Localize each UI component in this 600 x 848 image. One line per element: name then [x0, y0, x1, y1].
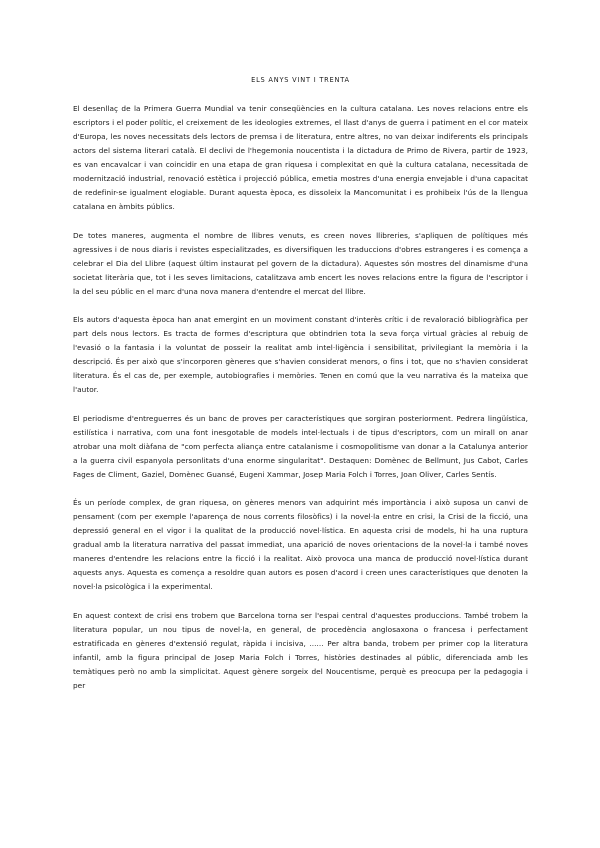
document-page: [73, 76, 528, 707]
paragraph: El desenllaç de la Primera Guerra Mundial va tenir conseqüències en la cultura catalana. Les noves relacions entre els escriptors i el poder polític, el creixement de les ideologies extremes, el llast d'anys de guerra i patiment en el cor mateix d'Europa, les noves necessitats dels lectors de premsa i de literatura, entre altres, no van deixar indiferents els principals actors del sistema literari català. El declivi de l'hegemonia noucentista i la dictadura de Primo de Rivera, partir de 1923, es van encavalcar i van coincidir en una etapa de gran riquesa i complexitat en què la cultura catalana, necessitada de modernització industrial, renovació estètica i projecció pública, emetia mostres d'una energia envejable i d'una capacitat de redefinir-se igualment elogiable. Durant aquesta època, es dissoleix la Mancomunitat i es prohibeix l'ús de la llengua catalana en àmbits públics.: [73, 104, 528, 211]
paragraph: És un període complex, de gran riquesa, on gèneres menors van adquirint més importància i això suposa un canvi de pensament (com per exemple l'aparença de nous corrents filosòfics) i la novel·la entre en crisi, la Crisi de la ficció, una depressió general en el vigor i la qualitat de la producció novel·lística. En aquesta crisi de models, hi ha una ruptura gradual amb la literatura narrativa del passat immediat, una aparició de noves orientacions de la novel·la i també noves maneres d'entendre les relacions entre la ficció i la realitat. Això provoca una manca de producció novel·lística durant aquests anys. Aquesta es comença a resoldre quan autors es posen d'acord i creen unes característiques que denoten la novel·la psicològica i la experimental.: [73, 498, 528, 591]
paragraph: Els autors d'aquesta època han anat emergint en un moviment constant d'interès crític i de revaloració bibliogràfica per part dels nous lectors. Es tracta de formes d'escriptura que obtindrien tota la seva força virtual gràcies al rebuig de l'evasió o la fantasia i la voluntat de posseir la realitat amb intel·ligència i sensibilitat, privilegiant la memòria i la descripció. És per això que s'incorporen gèneres que s'havien considerat menors, o fins i tot, que no s'havien considerat literatura. És el cas de, per exemple, autobiografies i memòries. Tenen en comú que la veu narrativa és la mateixa que l'autor.: [73, 315, 528, 394]
paragraph: En aquest context de crisi ens trobem que Barcelona torna ser l'espai central d'aquestes produccions. També trobem la literatura popular, un nou tipus de novel·la, en general, de procedència anglosaxona o francesa i perfectament estratificada en gèneres d'extensió regulat, ràpida i incisiva, ...... Per altra banda, trobem per primer cop la literatura infantil, amb la figura principal de Josep Maria Folch i Torres, històries destinades al públic, diferenciada amb les temàtiques però no amb la simplicitat. Aquest gènere sorgeix del Noucentisme, perquè es preocupa per la pedagogia i per: [73, 610, 528, 690]
document-title: ELS ANYS VINT I TRENTA: [251, 76, 350, 84]
paragraph: El periodisme d'entreguerres és un banc de proves per característiques que sorgiran posteriorment. Pedrera lingüística, estilística i narrativa, com una font inesgotable de models intel·lectuals i de tipus d'escriptors, com un mirall on anar atrobar una molt diàfana de "com perfecta aliança entre catalanisme i cosmopolitisme van donar a la Catalunya anterior a la guerra civil espanyola personlitats d'una enorme singularitat". Destaquen: Domènec de Bellmunt, Jus Cabot, Carles Fages de Climent, Gaziel, Domènec Guansé, Eugeni Xammar, Josep Maria Folch i Torres, Joan Oliver, Carles Sentís.: [73, 413, 528, 479]
paragraph: De totes maneres, augmenta el nombre de llibres venuts, es creen noves llibreries, s'apliquen de polítiques més agressives i de nous diaris i revistes especialitzades, es diversifiquen les traduccions d'obres estrangeres i es comença a celebrar el Dia del Llibre (aquest últim instaurat pel govern de la dictadura). Aquestes són mostres del dinamisme d'una societat literària que, tot i les seves limitacions, catalitzava amb encert les noves relacions entre la figura de l'escriptor i la del seu públic en el marc d'una nova manera d'entendre el mercat del llibre.: [73, 230, 528, 296]
